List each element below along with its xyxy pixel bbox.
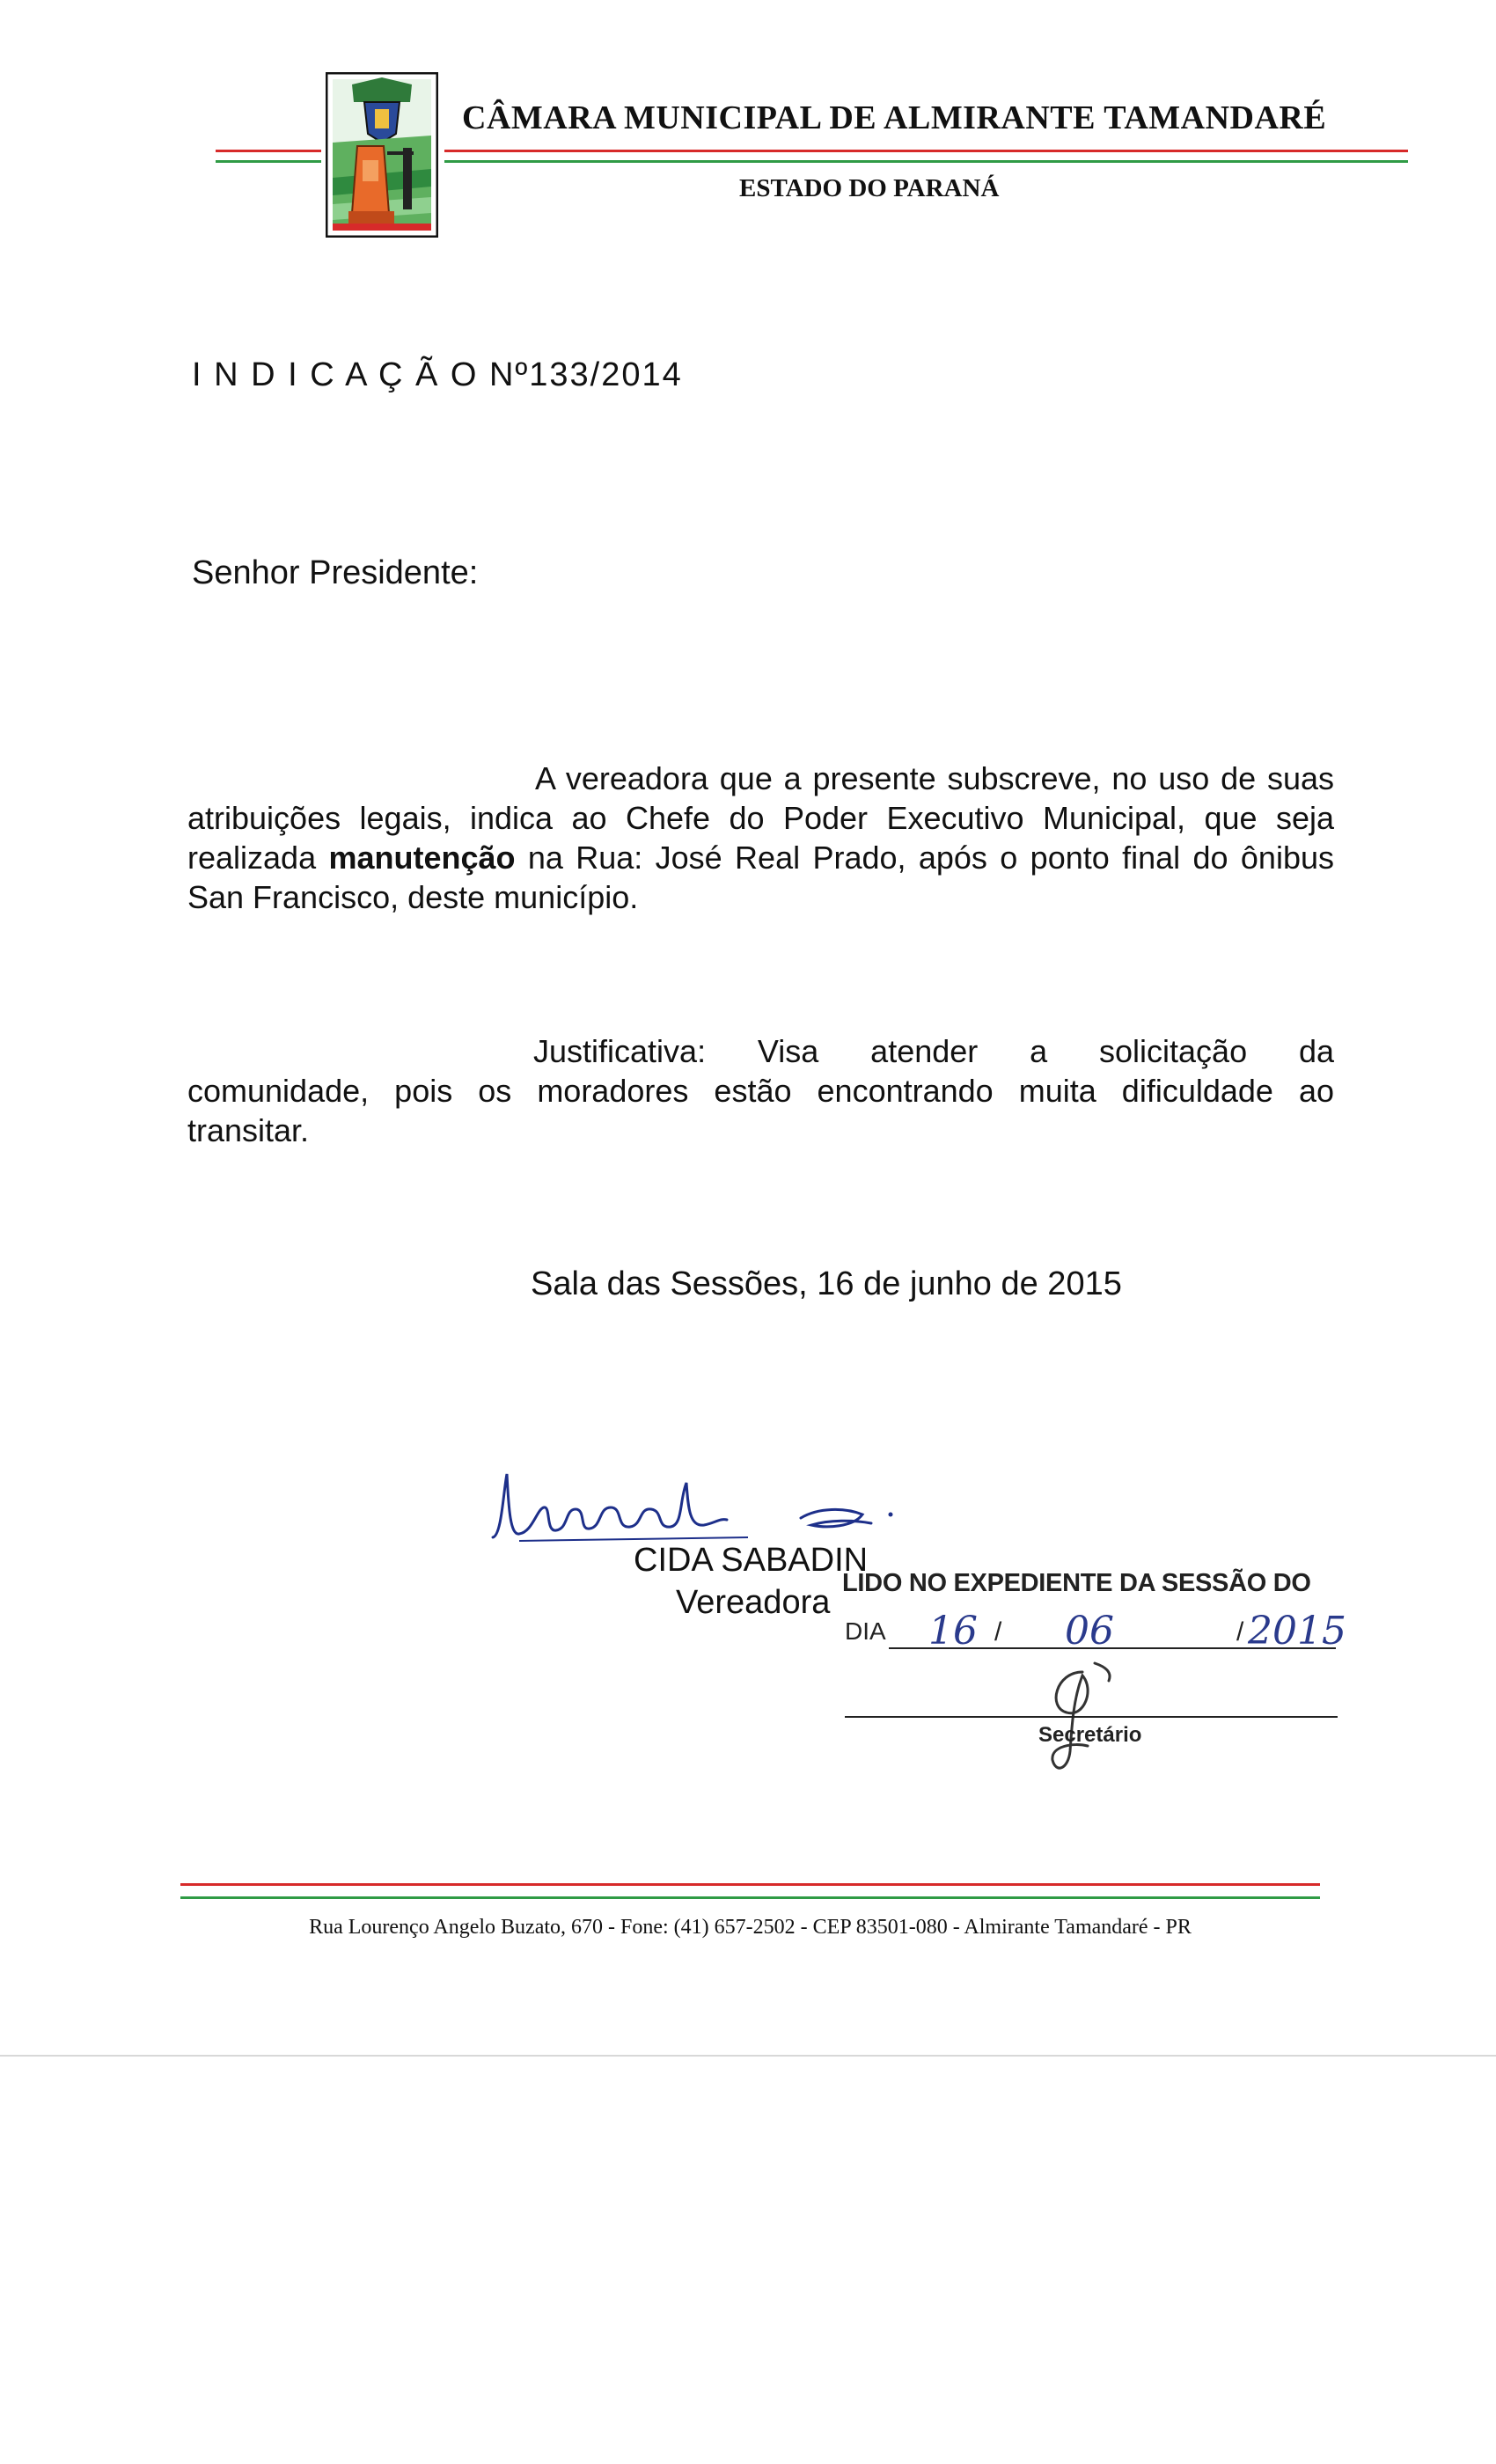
reading-stamp-dia-label: DIA bbox=[845, 1617, 886, 1645]
closing-date: Sala das Sessões, 16 de junho de 2015 bbox=[531, 1265, 1122, 1302]
signer-name: CIDA SABADIN bbox=[634, 1542, 869, 1579]
footer-rule-red bbox=[180, 1883, 1320, 1886]
document-number: I N D I C A Ç Ã O Nº133/2014 bbox=[192, 356, 683, 393]
header-subtitle: ESTADO DO PARANÁ bbox=[739, 174, 1000, 202]
reading-stamp-text: LIDO NO EXPEDIENTE DA SESSÃO DO bbox=[842, 1569, 1311, 1597]
signer-role: Vereadora bbox=[676, 1584, 831, 1621]
header-rule-green-left bbox=[216, 160, 321, 163]
paragraph-request-part2: na Rua: José Real Prado, após o ponto final do ônibus San Francisco, deste município. bbox=[187, 840, 1334, 915]
date-separator: / bbox=[994, 1617, 1002, 1646]
paragraph-request bbox=[187, 759, 1334, 917]
footer-address: Rua Lourenço Angelo Buzato, 670 - Fone: (41) 657-2502 - CEP 83501-080 - Almirante Tamandaré - PR bbox=[309, 1916, 1192, 1939]
paragraph-request-part1: A vereadora que a presente subscreve, no uso de suas atribuições legais, indica ao Chefe do Poder Executivo Municipal, que seja realizada bbox=[187, 760, 1334, 876]
header-rule-red-left bbox=[216, 150, 321, 152]
paragraph-request-bold: manutenção bbox=[328, 840, 516, 876]
municipal-crest-icon bbox=[326, 72, 438, 238]
handwritten-signature bbox=[484, 1456, 942, 1553]
reading-stamp-year: 2015 bbox=[1248, 1609, 1346, 1654]
paragraph-justification: Justificativa: Visa atender a solicitação da comunidade, pois os moradores estão encontrando muita dificuldade ao transitar. bbox=[187, 1033, 1334, 1148]
reading-stamp-secretary-label: Secretário bbox=[1038, 1723, 1142, 1747]
header-title: CÂMARA MUNICIPAL DE ALMIRANTE TAMANDARÉ bbox=[462, 99, 1327, 136]
salutation: Senhor Presidente: bbox=[192, 554, 479, 591]
reading-stamp-day: 16 bbox=[928, 1609, 978, 1654]
header-rule-red bbox=[444, 150, 1408, 152]
reading-stamp-signature-line bbox=[845, 1716, 1338, 1718]
reading-stamp-month: 06 bbox=[1065, 1609, 1114, 1654]
footer-rule-green bbox=[180, 1896, 1320, 1899]
date-separator: / bbox=[1236, 1617, 1244, 1646]
header-rule-green bbox=[444, 160, 1408, 163]
